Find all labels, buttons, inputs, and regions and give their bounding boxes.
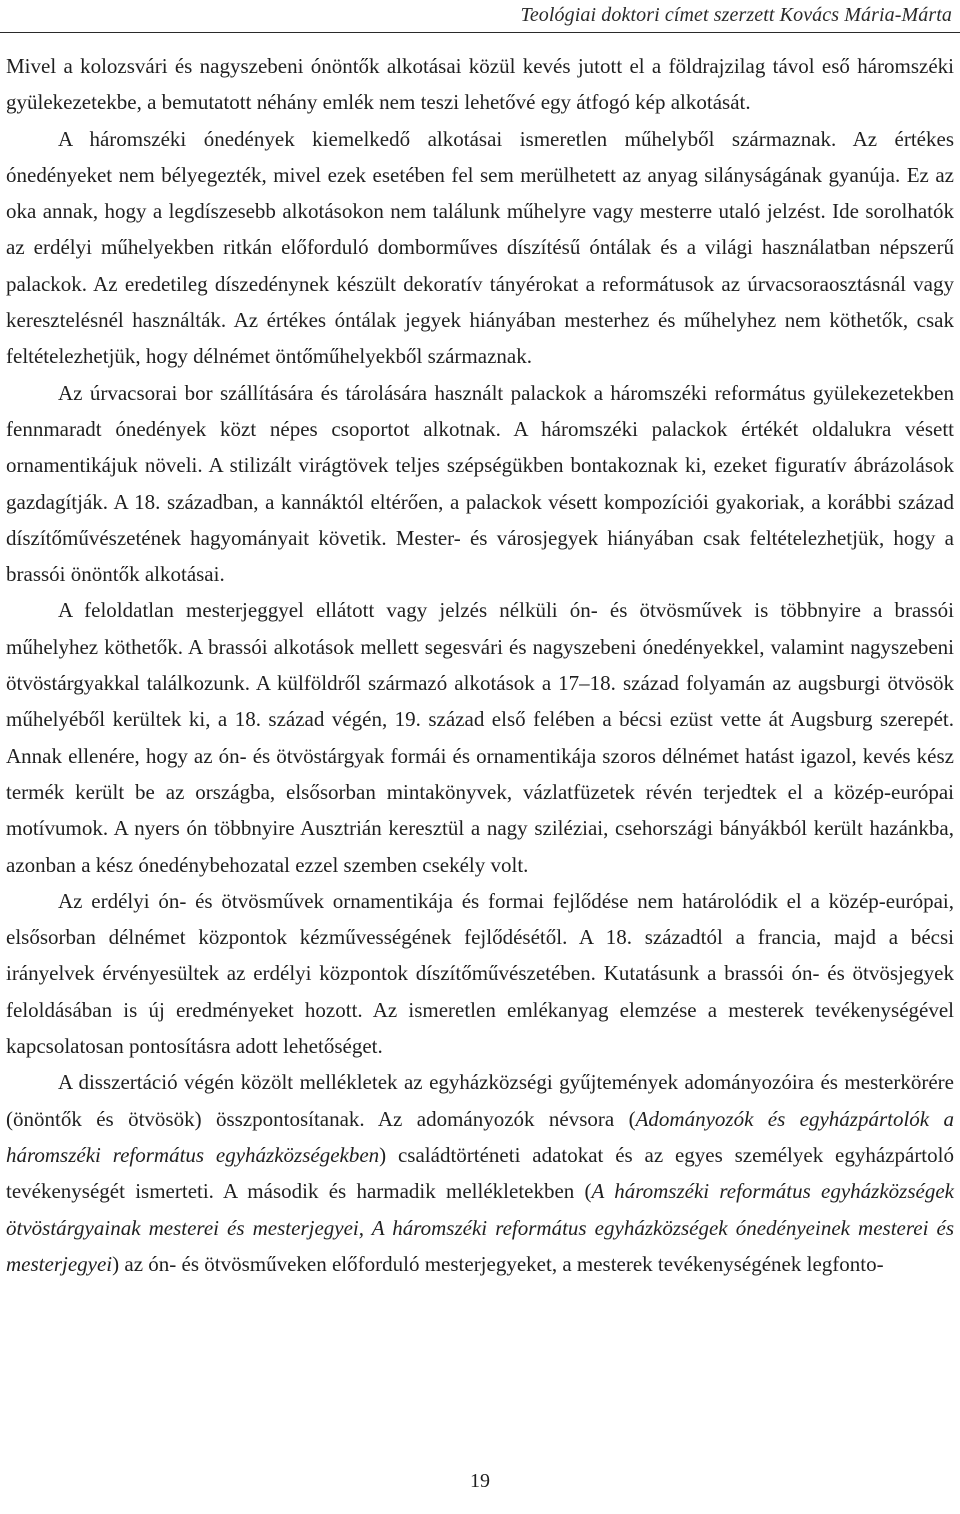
paragraph-brasov-workshops: A feloldatlan mesterjeggyel ellátott vagy jelzés nélküli ón- és ötvösművek is többnyire a brassói műhelyhez köthetők. A brassói alkotások mellett segesvári és nagyszebeni ónedényekkel, valamint nagyszebeni ötvöstárgyakkal találkozunk. A külföldről származó alkotások a 17–18. század folyamán az augsburgi ötvösök műhelyéből kerültek ki, a 18. század végén, 19. század első felében a bécsi ezüst vette át Augsburg szerepét. Annak ellenére, hogy az ón- és ötvöstárgyak formái és ornamentikája szoros délnémet hatást igazol, kevés kész termék került be az országba, elsősorban mintakönyvek, vázlatfüzetek révén terjedtek el a közép-európai motívumok. A nyers ón többnyire Ausztrián keresztül a nagy sziléziai, csehországi bányákból került hazánkba, azonban a kész ónedénybehozatal ezzel szemben csekély volt. xyxy=(6,598,954,877)
appendix-titles-masters: A háromszéki református egyházközségek ötvöstárgyainak mesterei és mesterjegyei, A háromszéki református egyházközségek ónedényeinek mesterei és mesterjegyei xyxy=(6,1179,954,1276)
paragraph-unmarked-pewter: A háromszéki ónedények kiemelkedő alkotásai ismeretlen műhelyből származnak. Az értékes ónedényeket nem bélyegezték, mivel ezek esetében fel sem merülhetett az anyag silányságának gyanúja. Ez az oka annak, hogy a legdíszesebb alkotásokon nem találunk műhelyre vagy mesterre utaló jelzést. Ide sorolhatók az erdélyi műhelyekben ritkán előforduló domborműves díszítésű óntálak és a világi használatban népszerű palackok. Az eredetileg díszedénynek készült dekoratív tányérokat a reformátusok az úrvacsoraosztásnál vagy keresztelésnél használták. Az értékes óntálak jegyek hiányában mesterhez és műhelyhez nem köthetők, csak feltételezhetjük, hogy délnémet öntőműhelyekből származnak. xyxy=(6,126,954,369)
appendices-text-2: ) családtörténeti adatokat és az egyes személyek egyházpártoló tevékenységét ismerteti. A második és harmadik mellékletekben ( xyxy=(6,1142,954,1204)
paragraph-appendices xyxy=(6,1064,954,1282)
body-text xyxy=(6,48,954,1282)
paragraph-continuation: Mivel a kolozsvári és nagyszebeni ónöntők alkotásai közül kevés jutott el a földrajzilag távol eső háromszéki gyülekezetekbe, a bemutatott néhány emlék nem teszi lehetővé egy átfogó kép alkotását. xyxy=(6,54,954,115)
paragraph-ornamentation: Az erdélyi ón- és ötvösművek ornamentikája és formai fejlődése nem határolódik el a közép-európai, elsősorban délnémet központok kézművességének fejlődésétől. A 18. századtól a francia, majd a bécsi irányelvek érvényesültek az erdélyi központok díszítőművészetében. Kutatásunk a brassói ón- és ötvösjegyek feloldásában is új eredményeket hozott. Az ismeretlen emlékanyag elemzése a mesterek tevékenységével kapcsolatosan pontosításra adott lehetőséget. xyxy=(6,888,954,1059)
appendices-text-1: A disszertáció végén közölt mellékletek az egyházközségi gyűjtemények adományozóira és mesterkörére (önöntők és ötvösök) összpontosítanak. Az adományozók névsora ( xyxy=(6,1070,954,1131)
running-head-title: Teológiai doktori címet szerzett Kovács Mária-Márta xyxy=(520,4,952,26)
header-rule xyxy=(0,32,960,33)
appendix-title-donors: Adományozók és egyházpártolók a háromszéki református egyházközségekben xyxy=(6,1106,954,1167)
appendices-text-3: ) az ón- és ötvösműveken előforduló mesterjegyeket, a mesterek tevékenységének legfonto- xyxy=(112,1251,884,1276)
page-number: 19 xyxy=(470,1470,490,1492)
paragraph-communion-bottles: Az úrvacsorai bor szállítására és tárolására használt palackok a háromszéki református gyülekezetekben fennmaradt ónedények közt népes csoportot alkotnak. A háromszéki palackok értékét oldalukra vésett ornamentikájuk növeli. A stilizált virágtövek teljes szépségükben bontakoznak ki, ezeket figuratív ábrázolások gazdagítják. A 18. században, a kannáktól eltérően, a palackok vésett kompozíciói gyakoriak, a korábbi század díszítőművészetének hagyományait követik. Mester- és városjegyek hiányában csak feltételezhetjük, hogy a brassói önöntők alkotásai. xyxy=(6,380,954,587)
